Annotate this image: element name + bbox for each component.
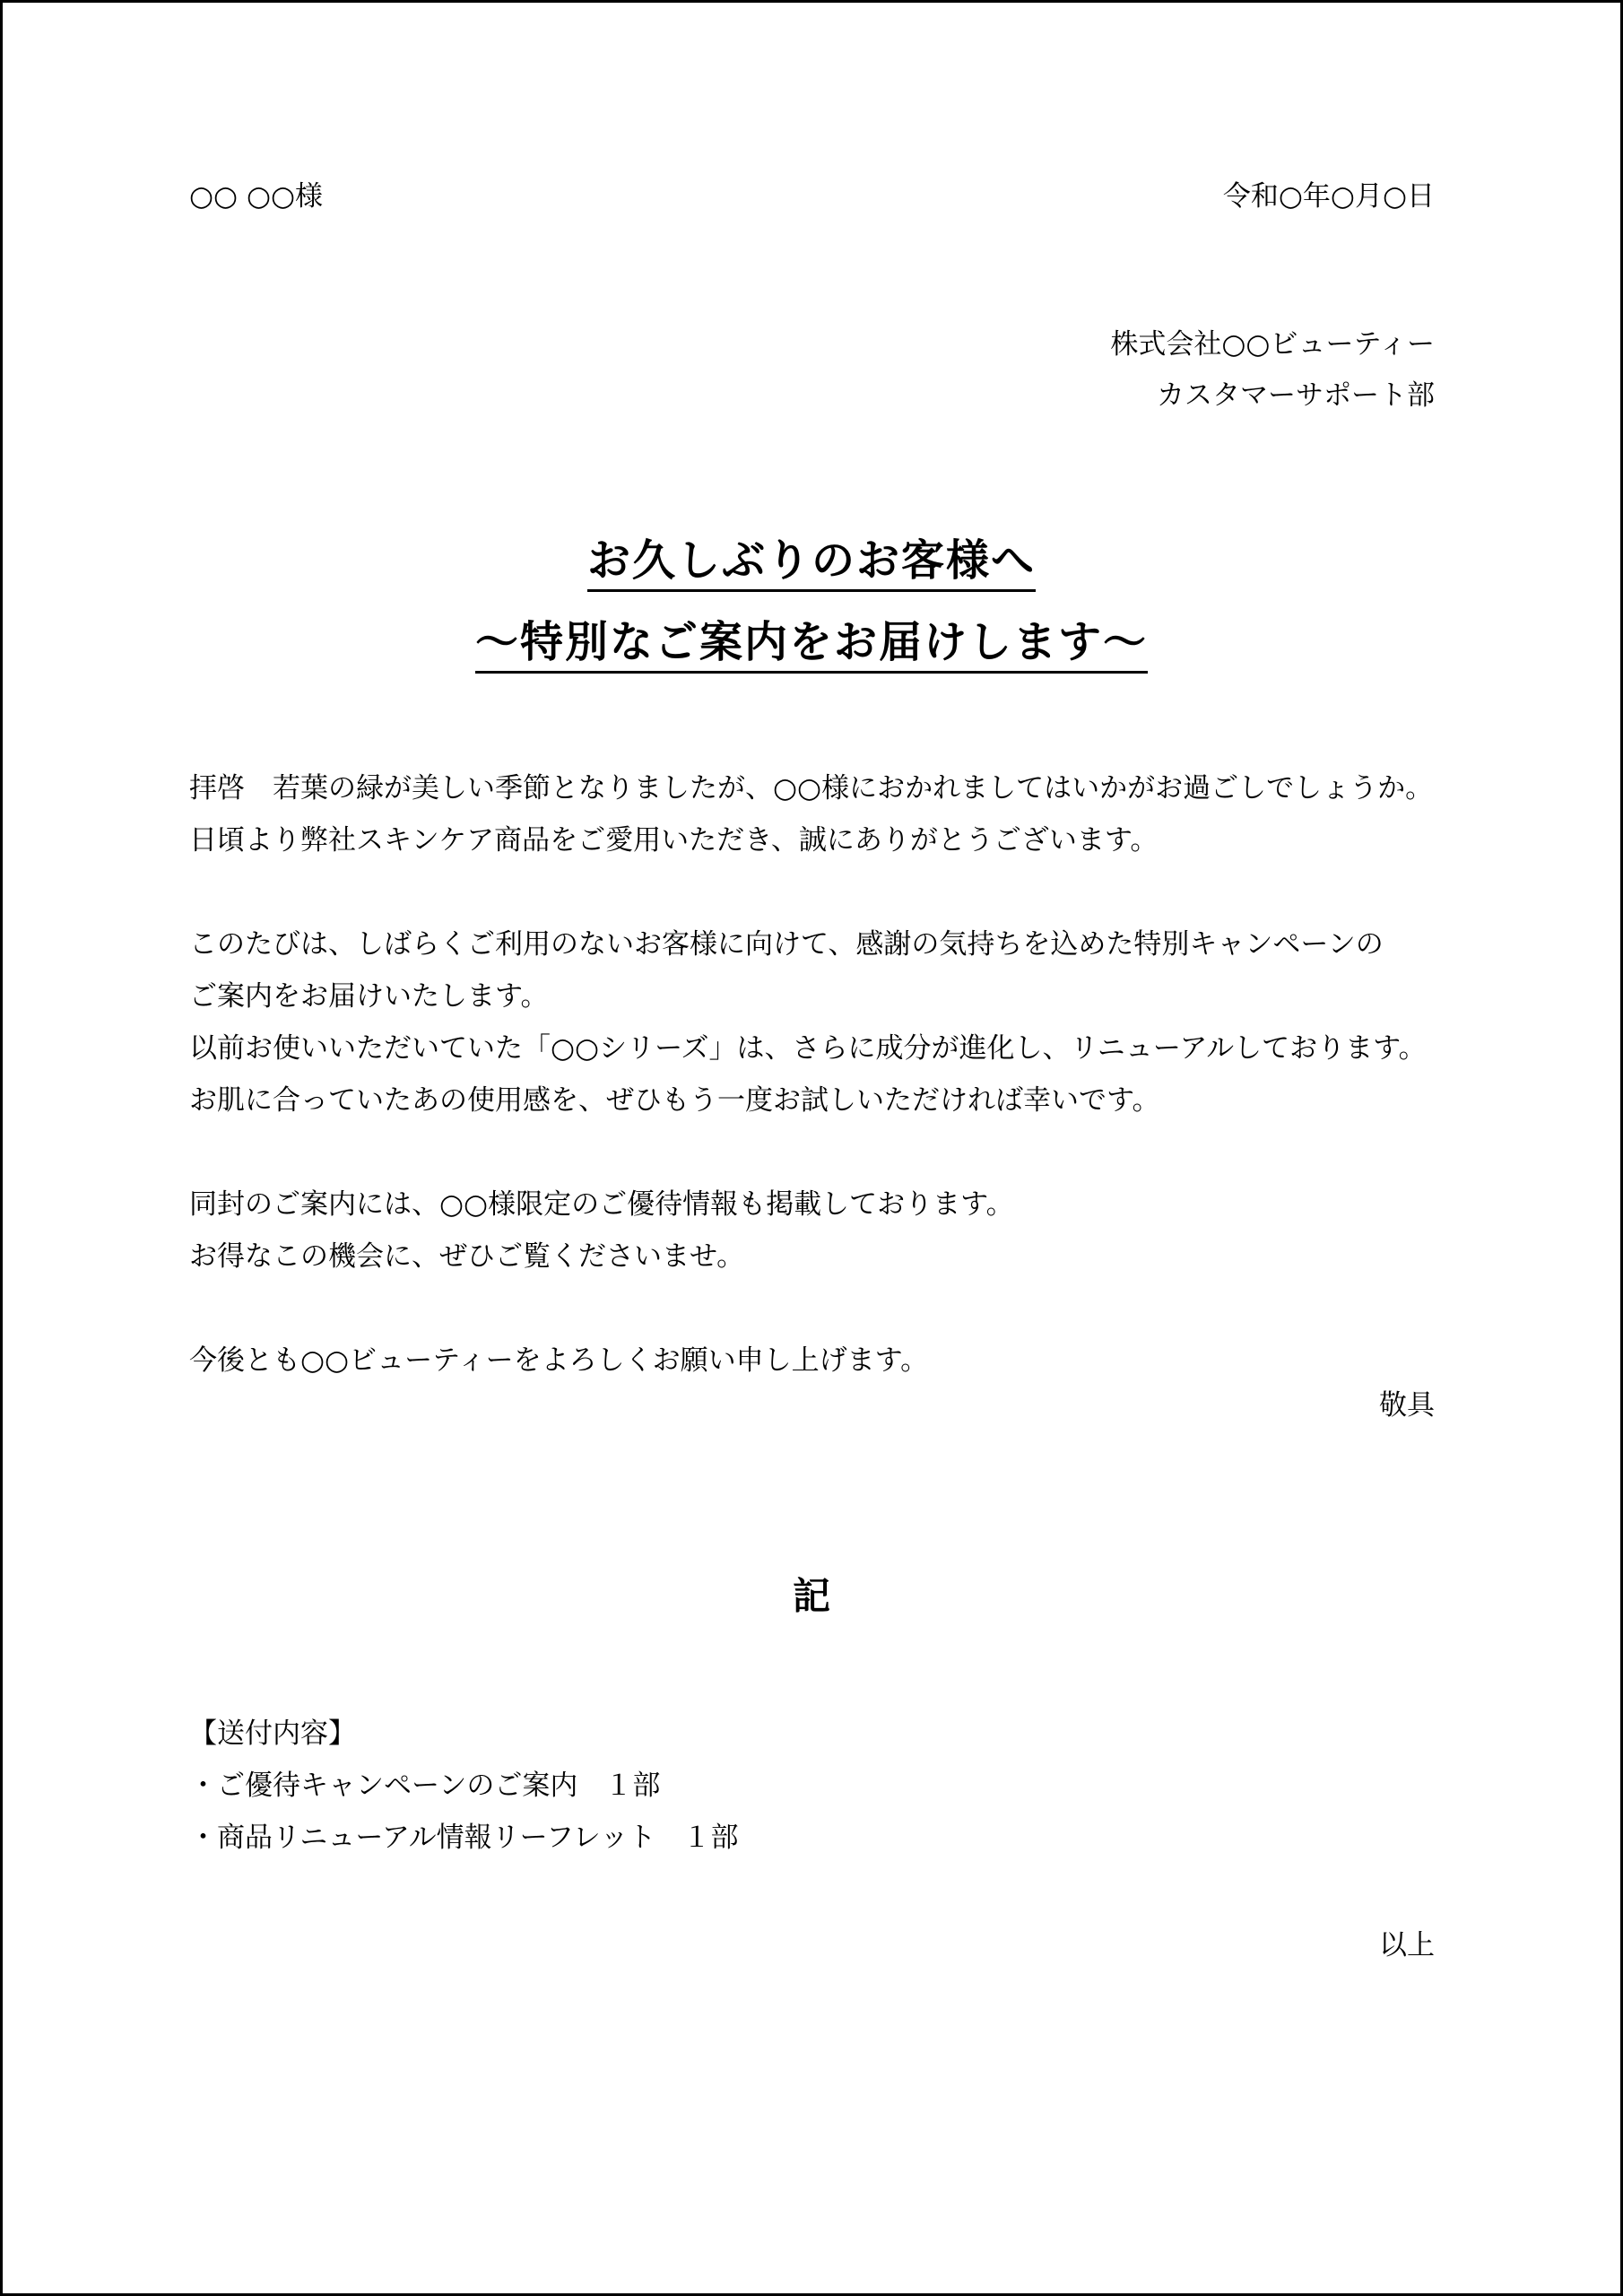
enclosure-item-label: ・ご優待キャンペーンのご案内: [189, 1770, 578, 1802]
body-line: 拝啓 若葉の緑が美しい季節となりましたが、○○様におかれましてはいかがお過ごしでしょうか。: [189, 772, 1434, 804]
body-line: 同封のご案内には、○○様限定のご優待情報も掲載しております。: [189, 1188, 1014, 1221]
enclosure-item: [189, 1820, 739, 1856]
enclosure-item-quantity: １部: [682, 1822, 739, 1854]
enclosure-item-quantity: １部: [604, 1770, 661, 1802]
closing-keigu: 敬具: [1379, 1389, 1435, 1422]
body-line: 以前お使いいただいていた「○○シリーズ」は、さらに成分が進化し、リニューアルしております。: [189, 1032, 1427, 1065]
body-line: ご案内をお届けいたします。: [189, 980, 549, 1013]
enclosure-item-label: ・商品リニューアル情報リーフレット: [189, 1822, 656, 1854]
sender-department: カスタマーサポート部: [1157, 379, 1435, 412]
recipient-name: ○○ ○○様: [189, 180, 324, 213]
letter-title: [3, 534, 1620, 592]
letter-subtitle: [3, 615, 1620, 674]
title-line-2: ～特別なご案内をお届けします～: [475, 615, 1148, 674]
end-mark-ijou: 以上: [1379, 1929, 1435, 1961]
enclosure-item: [189, 1768, 660, 1804]
body-line: お肌に合っていたあの使用感を、ぜひもう一度お試しいただければ幸いです。: [189, 1084, 1160, 1117]
letter-date: 令和○年○月○日: [1222, 180, 1435, 213]
sender-company: 株式会社○○ビューティー: [1110, 328, 1435, 361]
body-line: 今後とも○○ビューティーをよろしくお願い申し上げます。: [189, 1344, 929, 1377]
body-line: 日頃より弊社スキンケア商品をご愛用いただき、誠にありがとうございます。: [189, 824, 1159, 857]
record-heading: 記: [792, 1574, 830, 1618]
body-line: このたびは、しばらくご利用のないお客様に向けて、感謝の気持ちを込めた特別キャンペーンの: [189, 928, 1384, 961]
body-line: お得なこの機会に、ぜひご覧くださいませ。: [189, 1240, 745, 1273]
title-line-1: お久しぶりのお客様へ: [587, 534, 1036, 592]
enclosure-label: 【送付内容】: [189, 1718, 356, 1750]
